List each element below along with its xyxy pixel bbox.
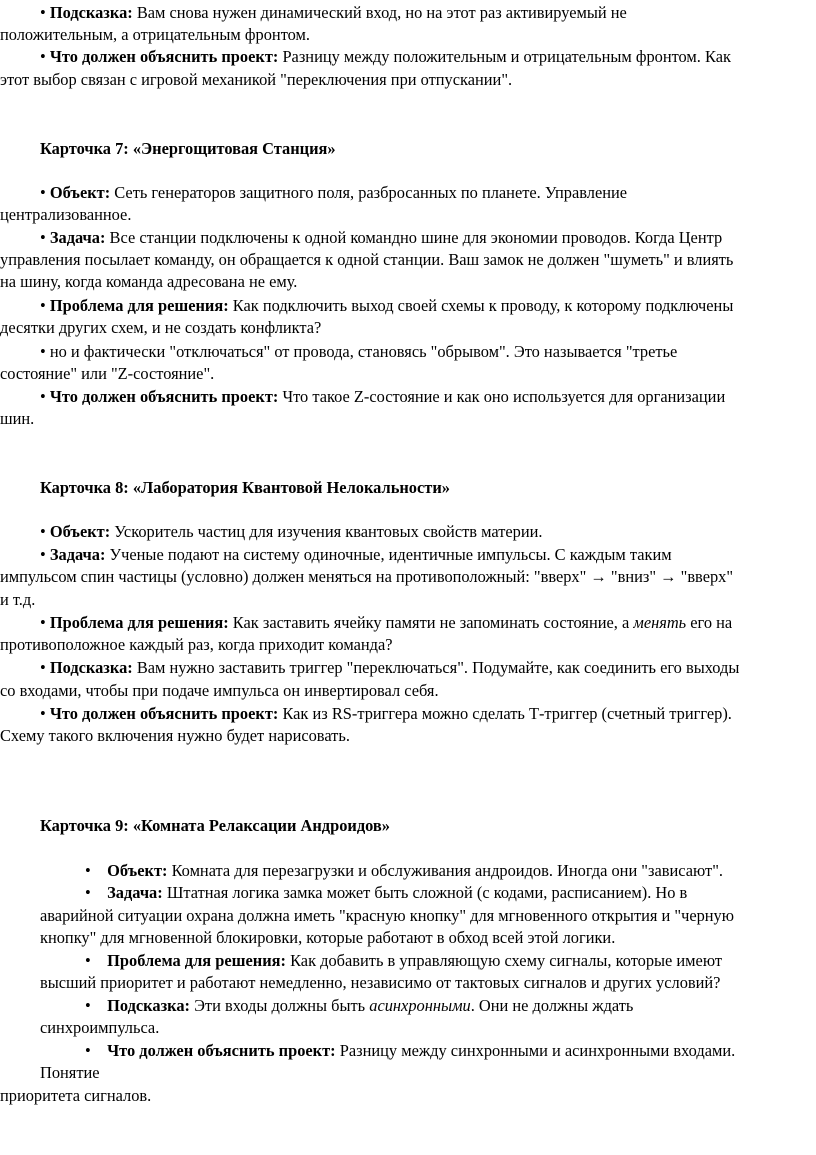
card8-title: Карточка 8: «Лаборатория Квантовой Нелокальности» (40, 478, 450, 497)
problem-label: Проблема для решения: (107, 951, 286, 970)
bullet: • (40, 183, 46, 202)
card8-explain-line-2: Схему такого включения нужно будет нарисовать. (0, 726, 350, 745)
card9-task-line-3: кнопку" для мгновенной блокировки, которые работают в обход всей этой логики. (40, 928, 616, 947)
card8-object-line-1 (40, 521, 542, 543)
card9-problem-line-1 (85, 950, 722, 972)
card9-problem-line-2: высший приоритет и работают немедленно, независимо от тактовых сигналов и других условий? (40, 973, 721, 992)
explain-text: Что такое Z-состояние и как оно используется для организации (278, 387, 726, 406)
card7-explain-line-2: шин. (0, 409, 35, 428)
bullet: • (40, 296, 46, 315)
problem-text: Как заставить ячейку памяти не запоминать состояние, а (228, 613, 634, 632)
bullet: • (40, 522, 46, 541)
card7-extra-line-1 (40, 341, 677, 363)
card8-hint-line-2: со входами, чтобы при подаче импульса он инвертировал себя. (0, 681, 439, 700)
explain-label: Что должен объяснить проект: (49, 704, 279, 723)
card9-title: Карточка 9: «Комната Релаксации Андроидов» (40, 816, 390, 835)
card7-task-line-2: управления посылает команду, он обращается к одной станции. Ваш замок не должен "шуметь" и влиять (0, 250, 734, 269)
problem-text: Как добавить в управляющую схему сигналы, которые имеют (285, 951, 723, 970)
bullet: • (40, 3, 46, 22)
card8-problem-line-2: противоположное каждый раз, когда приходит команда? (0, 635, 393, 654)
card7-task-line-3: на шину, когда команда адресована не ему. (0, 272, 298, 291)
card7-problem-line-2: десятки других схем, и не создать конфликта? (0, 318, 322, 337)
task-label: Задача: (49, 228, 106, 247)
card9-explain-line-2: Понятие (40, 1063, 100, 1082)
hint-text: Эти входы должны быть (190, 996, 370, 1015)
card9-object-line-1 (85, 860, 723, 882)
card9-hint-line-2: синхроимпульса. (40, 1018, 160, 1037)
card7-object-line-1 (40, 182, 627, 204)
bullet: • (40, 342, 46, 361)
explain-text: Разницу между положительным и отрицательным фронтом. Как (278, 47, 731, 66)
hint-text: Вам снова нужен динамический вход, но на этот раз активируемый не (132, 3, 627, 22)
extra-text: но и фактически "отключаться" от провода, становясь "обрывом". Это называется "третье (45, 342, 678, 361)
card9-explain-line-3: приоритета сигналов. (0, 1086, 152, 1105)
task-label: Задача: (107, 883, 163, 902)
problem-label: Проблема для решения: (49, 613, 229, 632)
card6-hint-line-2: положительным, а отрицательным фронтом. (0, 25, 310, 44)
object-text: Ускоритель частиц для изучения квантовых свойств материи. (110, 522, 543, 541)
bullet: • (85, 951, 91, 970)
card8-explain-line-1 (40, 703, 732, 725)
bullet: • (40, 658, 46, 677)
card9-task-line-1 (85, 882, 687, 904)
card7-explain-line-1 (40, 386, 725, 408)
card8-task-line-2: импульсом спин частицы (условно) должен меняться на противоположный: "вверх" → "вниз" → "вверх" (0, 567, 734, 586)
explain-text: Разницу между синхронными и асинхронными входами. (335, 1041, 736, 1060)
card9-hint-line-1 (85, 995, 633, 1017)
task-text: Все станции подключены к одной командно шине для экономии проводов. Когда Центр (105, 228, 723, 247)
card6-explain-line-2: этот выбор связан с игровой механикой "переключения при отпускании". (0, 70, 513, 89)
bullet: • (40, 387, 46, 406)
card9-explain-line-1 (85, 1040, 735, 1062)
task-text: Штатная логика замка может быть сложной (с кодами, расписанием). Но в (162, 883, 688, 902)
explain-label: Что должен объяснить проект: (49, 47, 279, 66)
bullet: • (85, 883, 91, 902)
card7-extra-line-2: состояние" или "Z-состояние". (0, 364, 215, 383)
card7-title: Карточка 7: «Энергощитовая Станция» (40, 139, 336, 158)
card8-task-line-1 (40, 544, 672, 566)
card9-task-line-2: аварийной ситуации охрана должна иметь "красную кнопку" для мгновенного открытия и "черную (40, 906, 734, 925)
bullet: • (40, 704, 46, 723)
explain-label: Что должен объяснить проект: (49, 387, 279, 406)
object-text: Комната для перезагрузки и обслуживания андроидов. Иногда они "зависают". (167, 861, 723, 880)
problem-label: Проблема для решения: (49, 296, 229, 315)
hint-label: Подсказка: (107, 996, 191, 1015)
hint-label: Подсказка: (49, 658, 133, 677)
card6-hint-line-1 (40, 2, 627, 24)
explain-text: Как из RS-триггера можно сделать Т-триггер (счетный триггер). (278, 704, 732, 723)
object-label: Объект: (49, 183, 111, 202)
hint-text-end: . Они не должны ждать (470, 996, 634, 1015)
task-label: Задача: (49, 545, 106, 564)
bullet: • (85, 1041, 91, 1060)
hint-label: Подсказка: (49, 3, 133, 22)
card7-object-line-2: централизованное. (0, 205, 132, 224)
card8-hint-line-1 (40, 657, 739, 679)
bullet: • (85, 996, 91, 1015)
bullet: • (40, 47, 46, 66)
hint-text: Вам нужно заставить триггер "переключаться". Подумайте, как соединить его выходы (132, 658, 740, 677)
hint-emphasis: асинхронными (369, 996, 471, 1015)
task-text: Ученые подают на систему одиночные, идентичные импульсы. С каждым таким (105, 545, 672, 564)
card8-problem-line-1 (40, 612, 732, 634)
bullet: • (85, 861, 91, 880)
explain-label: Что должен объяснить проект: (107, 1041, 336, 1060)
object-text: Сеть генераторов защитного поля, разбросанных по планете. Управление (110, 183, 628, 202)
problem-emphasis: менять (633, 613, 687, 632)
card7-task-line-1 (40, 227, 722, 249)
object-label: Объект: (49, 522, 111, 541)
card6-explain-line-1 (40, 46, 731, 68)
problem-text-end: его на (686, 613, 733, 632)
bullet: • (40, 545, 46, 564)
problem-text: Как подключить выход своей схемы к проводу, к которому подключены (228, 296, 734, 315)
card7-problem-line-1 (40, 295, 733, 317)
object-label: Объект: (107, 861, 168, 880)
bullet: • (40, 228, 46, 247)
bullet: • (40, 613, 46, 632)
card8-task-line-3: и т.д. (0, 590, 36, 609)
